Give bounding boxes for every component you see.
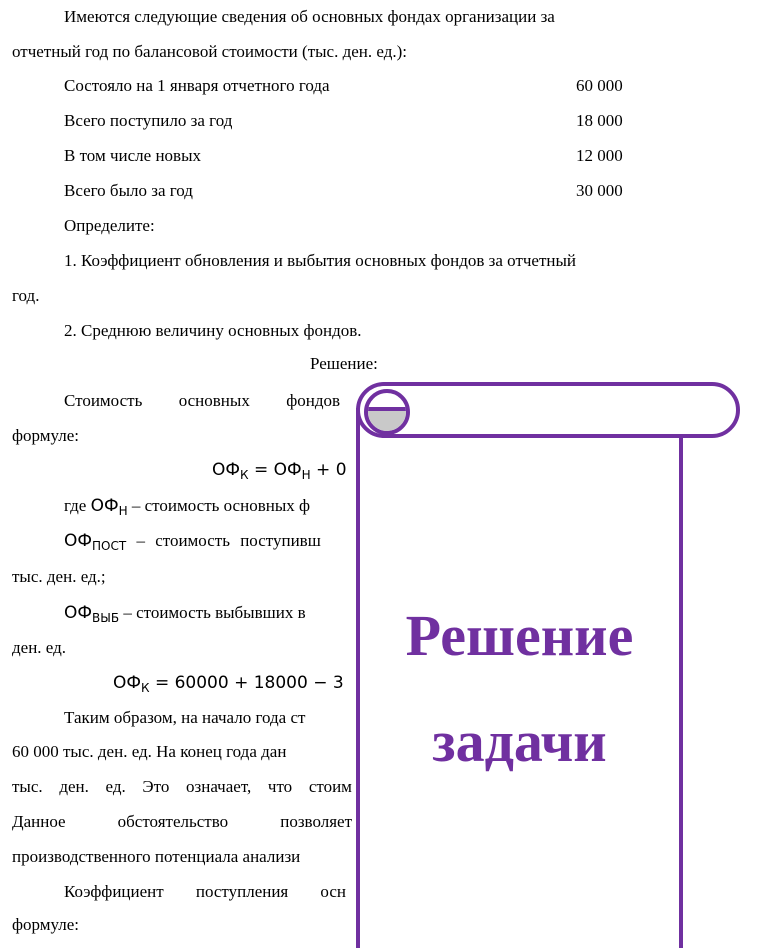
solution-p2-line-4 xyxy=(12,811,352,833)
row-value-start: 60 000 xyxy=(576,76,623,95)
word: тыс. xyxy=(12,777,43,796)
word: что xyxy=(267,777,293,796)
word: Коэффициент xyxy=(64,882,164,901)
word: обстоятельство xyxy=(117,812,229,831)
row-label-start: Состояло на 1 января отчетного года xyxy=(64,76,330,95)
row-label-received: Всего поступило за год xyxy=(64,111,233,130)
word: стоим xyxy=(308,777,352,796)
word: поступления xyxy=(195,882,289,901)
solution-p2-line-2: 60 000 тыс. ден. ед. На конец года дан xyxy=(12,742,287,761)
row-value-total: 30 000 xyxy=(576,181,623,200)
intro-line-1 xyxy=(64,6,688,28)
solution-p2-line-1: Таким образом, на начало года ст xyxy=(64,708,306,727)
vyb-line-cont: ден. ед. xyxy=(12,638,67,657)
scroll-banner-roll xyxy=(356,382,740,438)
word: основных xyxy=(178,391,250,410)
overlay-title-line-2: задачи xyxy=(432,709,607,774)
word: ед. xyxy=(105,777,126,796)
word: Стоимость xyxy=(64,391,143,410)
word: Это xyxy=(142,777,170,796)
scroll-banner-sheet xyxy=(356,408,683,948)
word: означает, xyxy=(186,777,252,796)
row-label-total: Всего было за год xyxy=(64,181,193,200)
intro-line-1-text: Имеются следующие сведения об основных фондах организации за xyxy=(64,7,555,26)
formula-1: $ОФ_К = ОФ_Н + 0$ xyxy=(212,460,347,482)
word: фондов xyxy=(286,391,340,410)
task-item-1-line-2: год. xyxy=(12,286,40,305)
post-line-cont: тыс. ден. ед.; xyxy=(12,567,106,586)
row-label-new: В том числе новых xyxy=(64,146,201,165)
solution-p3-line-2: формуле: xyxy=(12,915,80,934)
solution-p1-line-1 xyxy=(64,390,340,412)
overlay-title-line-1: Решение xyxy=(405,603,634,668)
solution-p1-line-2: формуле: xyxy=(12,426,80,445)
intro-line-2: отчетный год по балансовой стоимости (тыс. ден. ед.): xyxy=(12,42,407,61)
vyb-line: $ОФ_{ВЫБ}$ – стоимость выбывших в xyxy=(64,603,306,625)
word: ден. xyxy=(59,777,89,796)
task-item-1-text: 1. Коэффициент обновления и выбытия основных фондов за отчетный xyxy=(64,251,577,270)
task-item-1-line-1 xyxy=(64,250,688,272)
post-line: $ОФ_{ПОСТ}$ – стоимость поступивш xyxy=(64,531,321,553)
solution-heading: Решение: xyxy=(310,354,378,373)
word: осн xyxy=(320,882,346,901)
row-value-new: 12 000 xyxy=(576,146,623,165)
where-line: где $ОФ_Н$ – стоимость основных ф xyxy=(64,496,311,518)
scroll-curl-icon xyxy=(364,389,410,435)
row-value-received: 18 000 xyxy=(576,111,623,130)
scroll-curl-shadow xyxy=(364,407,410,435)
task-item-2: 2. Среднюю величину основных фондов. xyxy=(64,321,362,340)
solution-p3-line-1 xyxy=(64,881,346,903)
word: Данное xyxy=(12,812,66,831)
task-heading: Определите: xyxy=(64,216,155,235)
solution-p2-line-3 xyxy=(12,776,352,798)
word: позволяет xyxy=(280,812,352,831)
solution-p2-line-5: производственного потенциала анализи xyxy=(12,847,301,866)
formula-2: $ОФ_К = 60000 + 18000 - 3$ xyxy=(113,673,344,695)
